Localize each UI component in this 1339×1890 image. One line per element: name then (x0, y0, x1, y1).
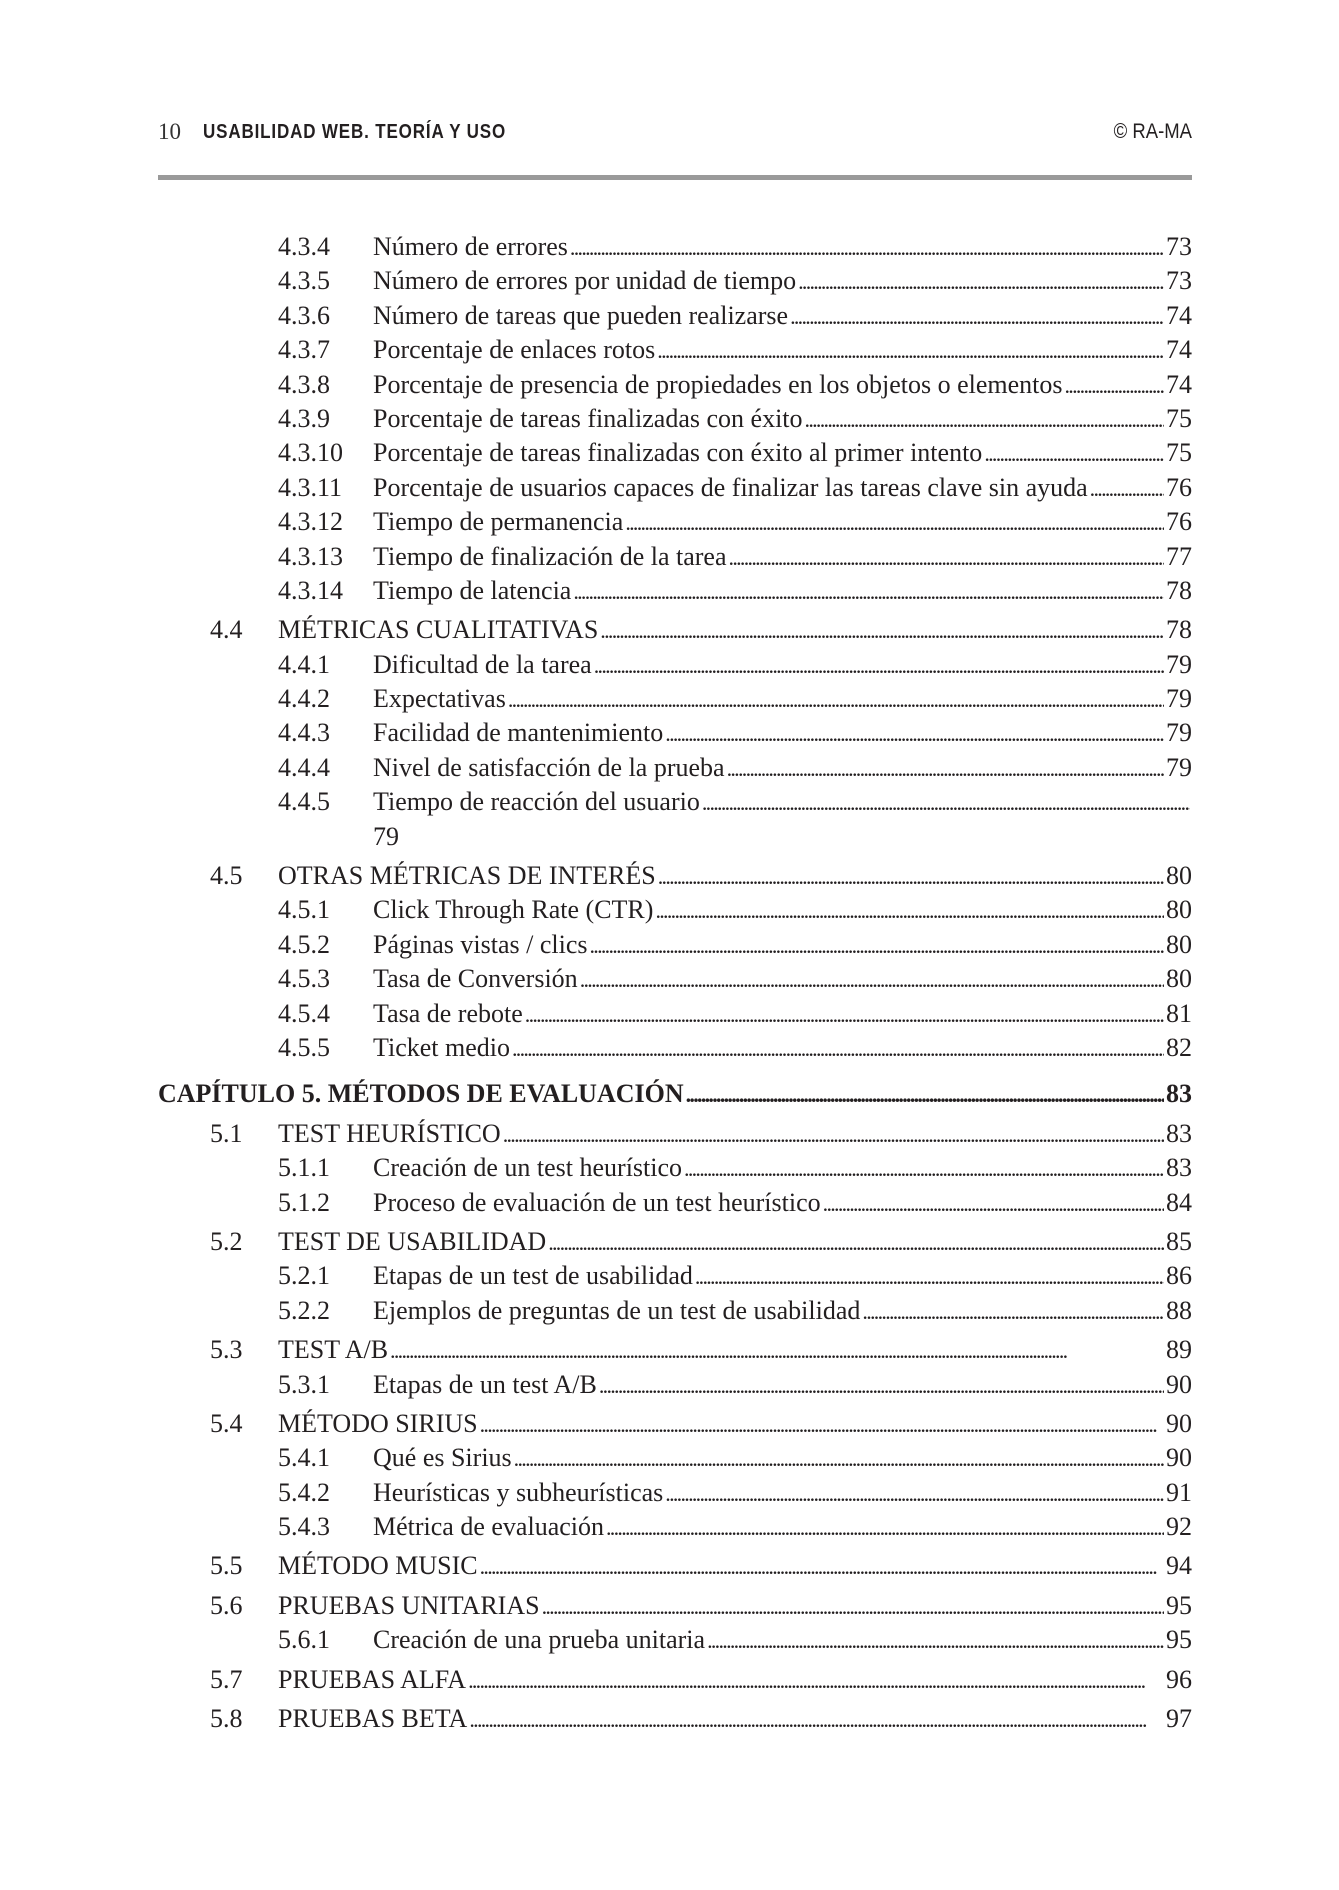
toc-entry-page: 73 (1166, 266, 1192, 296)
toc-entry (0, 1225, 1339, 1259)
toc-entry-title: Número de errores por unidad de tiempo (373, 266, 797, 296)
dot-leader (542, 1589, 1164, 1624)
dot-leader (798, 264, 1164, 299)
toc-entry-title: PRUEBAS BETA (278, 1704, 468, 1734)
toc-entry-title: PRUEBAS ALFA (278, 1664, 467, 1694)
toc-entry (0, 1031, 1339, 1065)
toc-entry-number: 4.4.3 (278, 718, 330, 748)
toc-entry-page: 80 (1166, 929, 1192, 959)
toc-entry-page: 80 (1166, 895, 1192, 925)
toc-entry (0, 230, 1339, 264)
toc-entry-page: 77 (1166, 541, 1192, 571)
toc-entry-number: 4.3.5 (278, 266, 330, 296)
toc-entry-page: 82 (1166, 1032, 1192, 1062)
dot-leader (469, 1702, 1164, 1737)
toc-entry (0, 1549, 1339, 1583)
toc-entry (0, 648, 1339, 682)
toc-entry-page: 90 (1166, 1443, 1192, 1473)
toc-entry-number: 5.5 (210, 1551, 243, 1581)
toc-entry-number: 5.2.2 (278, 1295, 330, 1325)
dot-leader (657, 333, 1164, 368)
toc-entry-title: TEST DE USABILIDAD (278, 1226, 547, 1256)
toc-entry-number: 5.1.1 (278, 1153, 330, 1183)
toc-entry-title: Creación de una prueba unitaria (373, 1625, 706, 1655)
toc-entry-number: 5.6 (210, 1590, 243, 1620)
dot-leader (684, 1151, 1164, 1186)
dot-leader (984, 436, 1164, 471)
toc-entry-page: 74 (1166, 300, 1192, 330)
toc-entry-page: 97 (1166, 1704, 1192, 1734)
toc-entry-page: 85 (1166, 1226, 1192, 1256)
toc-entry-number: 4.3.8 (278, 369, 330, 399)
toc-entry (0, 368, 1339, 402)
toc-entry (0, 1589, 1339, 1623)
dot-leader (702, 785, 1190, 820)
dot-leader (573, 574, 1164, 609)
toc-entry-title: Número de tareas que pueden realizarse (373, 300, 789, 330)
toc-entry (0, 928, 1339, 962)
toc-entry-title: Tiempo de finalización de la tarea (373, 541, 727, 571)
toc-entry-title: Etapas de un test A/B (373, 1369, 597, 1399)
toc-entry-number: 4.5.3 (278, 964, 330, 994)
header-rule (158, 175, 1192, 180)
toc-entry-page: 80 (1166, 964, 1192, 994)
toc-entry-page: 74 (1166, 335, 1192, 365)
toc-entry-title: TEST HEURÍSTICO (278, 1118, 501, 1148)
toc-entry-page: 79 (373, 821, 399, 851)
toc-entry (0, 1186, 1339, 1220)
toc-entry-title: PRUEBAS UNITARIAS (278, 1590, 540, 1620)
toc-entry-number: 5.1.2 (278, 1187, 330, 1217)
toc-entry (0, 1077, 1339, 1111)
toc-entry-number: 5.3.1 (278, 1369, 330, 1399)
dot-leader (707, 1623, 1164, 1658)
toc-entry (0, 1151, 1339, 1185)
toc-entry-page: 73 (1166, 232, 1192, 261)
toc-entry-title: Porcentaje de usuarios capaces de finalizar las tareas clave sin ayuda (373, 472, 1088, 502)
toc-entry (0, 1407, 1339, 1441)
toc-entry-title: Etapas de un test de usabilidad (373, 1261, 693, 1291)
toc-entry-title: Tiempo de reacción del usuario (373, 787, 700, 817)
toc-entry-title: CAPÍTULO 5. MÉTODOS DE EVALUACIÓN (158, 1079, 684, 1109)
toc-entry-title: Heurísticas y subheurísticas (373, 1477, 664, 1507)
toc-entry-title: Ejemplos de preguntas de un test de usabilidad (373, 1295, 861, 1325)
toc-entry (0, 1117, 1339, 1151)
dot-leader (1064, 368, 1164, 403)
toc-entry-title: Click Through Rate (CTR) (373, 895, 654, 925)
toc-entry (0, 471, 1339, 505)
toc-entry-page: 79 (1166, 684, 1192, 714)
dot-leader (480, 1549, 1164, 1584)
toc-entry-title: TEST A/B (278, 1335, 389, 1365)
toc-entry (0, 1368, 1339, 1402)
dot-leader (390, 1333, 1164, 1368)
toc-entry-page: 84 (1166, 1187, 1192, 1217)
toc-entry-wrapped-page-line (0, 820, 1339, 854)
dot-leader (729, 540, 1164, 575)
toc-entry (0, 962, 1339, 996)
book-title: USABILIDAD WEB. TEORÍA Y USO (203, 120, 507, 143)
toc-entry-page: 79 (1166, 718, 1192, 748)
toc-entry-number: 5.7 (210, 1664, 243, 1694)
toc-entry-title: Creación de un test heurístico (373, 1153, 683, 1183)
toc-entry-number: 4.4 (210, 615, 243, 645)
toc-entry-page: 86 (1166, 1261, 1192, 1291)
toc-entry (0, 333, 1339, 367)
toc-entry-title: Ticket medio (373, 1032, 510, 1062)
toc-entry-title: Qué es Sirius (373, 1443, 512, 1473)
dot-leader (727, 751, 1164, 786)
page-number: 10 (158, 119, 181, 144)
toc-entry-title: Porcentaje de tareas finalizadas con éxito (373, 403, 803, 433)
toc-entry (0, 997, 1339, 1031)
toc-entry (0, 716, 1339, 750)
toc-entry-title: Porcentaje de presencia de propiedades en los objetos o elementos (373, 369, 1063, 399)
dot-leader (589, 928, 1164, 963)
toc-entry-title: Tasa de Conversión (373, 964, 578, 994)
toc-entry-page: 78 (1166, 575, 1192, 605)
dot-leader (655, 893, 1164, 928)
dot-leader (503, 1117, 1164, 1152)
toc-entry-page: 90 (1166, 1369, 1192, 1399)
toc-entry-title: Tiempo de latencia (373, 575, 572, 605)
toc-entry (0, 1702, 1339, 1736)
toc-entry (0, 264, 1339, 298)
dot-leader (600, 613, 1164, 648)
dot-leader (805, 402, 1164, 437)
table-of-contents (0, 230, 1339, 1736)
dot-leader (594, 648, 1164, 683)
toc-entry-number: 5.2.1 (278, 1261, 330, 1291)
toc-entry-page: 92 (1166, 1512, 1192, 1542)
toc-entry-title: MÉTODO MUSIC (278, 1551, 478, 1581)
toc-entry (0, 505, 1339, 539)
toc-entry-page: 95 (1166, 1625, 1192, 1655)
toc-entry-page: 83 (1166, 1118, 1192, 1148)
toc-entry-title: MÉTODO SIRIUS (278, 1408, 478, 1438)
toc-entry-number: 4.3.6 (278, 300, 330, 330)
dot-leader (862, 1294, 1164, 1329)
toc-entry (0, 893, 1339, 927)
toc-entry-number: 4.5.1 (278, 895, 330, 925)
toc-entry-page: 81 (1166, 998, 1192, 1028)
toc-entry-title: Porcentaje de tareas finalizadas con éxito al primer intento (373, 438, 983, 468)
publisher-mark: © RA-MA (1113, 120, 1192, 143)
toc-entry-title: MÉTRICAS CUALITATIVAS (278, 615, 599, 645)
toc-entry-number: 5.2 (210, 1226, 243, 1256)
toc-entry (0, 785, 1339, 819)
toc-entry-page: 75 (1166, 403, 1192, 433)
toc-entry-title: Tiempo de permanencia (373, 507, 624, 537)
toc-entry (0, 1441, 1339, 1475)
dot-leader (480, 1407, 1164, 1442)
toc-entry (0, 1333, 1339, 1367)
toc-entry (0, 299, 1339, 333)
toc-entry-number: 5.8 (210, 1704, 243, 1734)
toc-entry-page: 89 (1166, 1335, 1192, 1365)
toc-entry-number: 4.3.4 (278, 232, 330, 261)
toc-entry-title: Métrica de evaluación (373, 1512, 604, 1542)
toc-entry (0, 1623, 1339, 1657)
toc-entry-number: 5.3 (210, 1335, 243, 1365)
toc-entry-title: Páginas vistas / clics (373, 929, 588, 959)
toc-entry-number: 4.4.5 (278, 787, 330, 817)
toc-entry (0, 1259, 1339, 1293)
toc-entry-page: 75 (1166, 438, 1192, 468)
toc-entry-number: 5.4.1 (278, 1443, 330, 1473)
dot-leader (514, 1441, 1164, 1476)
toc-entry (0, 1510, 1339, 1544)
dot-leader (606, 1510, 1164, 1545)
dot-leader (570, 230, 1164, 265)
toc-entry-page: 76 (1166, 472, 1192, 502)
toc-entry (0, 1663, 1339, 1697)
toc-entry-page: 88 (1166, 1295, 1192, 1325)
toc-entry (0, 613, 1339, 647)
toc-entry (0, 436, 1339, 470)
toc-entry-page: 90 (1166, 1408, 1192, 1438)
dot-leader (580, 962, 1164, 997)
toc-entry (0, 1476, 1339, 1510)
toc-entry-number: 4.5.4 (278, 998, 330, 1028)
toc-entry-title: Expectativas (373, 684, 506, 714)
toc-entry-number: 4.5.2 (278, 929, 330, 959)
toc-entry-number: 4.3.14 (278, 575, 343, 605)
toc-entry-number: 4.4.2 (278, 684, 330, 714)
toc-entry-number: 5.4.3 (278, 1512, 330, 1542)
dot-leader (665, 716, 1164, 751)
toc-entry-number: 4.3.13 (278, 541, 343, 571)
toc-entry-number: 4.3.12 (278, 507, 343, 537)
dot-leader (599, 1368, 1164, 1403)
toc-entry-page: 78 (1166, 615, 1192, 645)
dot-leader (790, 299, 1164, 334)
toc-entry-title: Proceso de evaluación de un test heurístico (373, 1187, 821, 1217)
toc-entry-number: 4.4.4 (278, 752, 330, 782)
toc-entry-page: 74 (1166, 369, 1192, 399)
toc-entry-page: 80 (1166, 861, 1192, 891)
toc-entry-page: 83 (1166, 1079, 1192, 1109)
toc-entry-page: 79 (1166, 752, 1192, 782)
toc-entry-number: 5.6.1 (278, 1625, 330, 1655)
dot-leader (512, 1031, 1164, 1066)
dot-leader (548, 1225, 1164, 1260)
toc-entry-page: 79 (1166, 649, 1192, 679)
toc-entry-title: Número de errores (373, 232, 568, 261)
dot-leader (625, 505, 1164, 540)
dot-leader (468, 1663, 1164, 1698)
toc-entry-title: Facilidad de mantenimiento (373, 718, 664, 748)
dot-leader (1090, 471, 1164, 506)
toc-entry-page: 95 (1166, 1590, 1192, 1620)
toc-entry-page: 91 (1166, 1477, 1192, 1507)
toc-entry-number: 4.3.11 (278, 472, 343, 502)
toc-entry-number: 4.5.5 (278, 1032, 330, 1062)
toc-entry-title: Nivel de satisfacción de la prueba (373, 752, 725, 782)
running-header (158, 112, 1192, 152)
toc-entry-number: 4.3.10 (278, 438, 343, 468)
toc-entry-number: 4.3.7 (278, 335, 330, 365)
toc-entry-title: OTRAS MÉTRICAS DE INTERÉS (278, 861, 656, 891)
dot-leader (665, 1476, 1164, 1511)
toc-entry-number: 5.1 (210, 1118, 243, 1148)
dot-leader (823, 1186, 1164, 1221)
toc-entry (0, 540, 1339, 574)
toc-entry-page: 96 (1166, 1664, 1192, 1694)
toc-entry-number: 4.4.1 (278, 649, 330, 679)
toc-entry-title: Tasa de rebote (373, 998, 523, 1028)
toc-entry-number: 4.5 (210, 861, 243, 891)
toc-entry-page: 94 (1166, 1551, 1192, 1581)
dot-leader (686, 1077, 1164, 1112)
dot-leader (525, 997, 1164, 1032)
toc-entry (0, 402, 1339, 436)
toc-entry-number: 4.3.9 (278, 403, 330, 433)
dot-leader (658, 859, 1164, 894)
toc-entry-title: Porcentaje de enlaces rotos (373, 335, 656, 365)
toc-entry-number: 5.4.2 (278, 1477, 330, 1507)
toc-entry (0, 1294, 1339, 1328)
toc-entry-page: 76 (1166, 507, 1192, 537)
dot-leader (695, 1259, 1164, 1294)
toc-entry (0, 751, 1339, 785)
toc-entry (0, 859, 1339, 893)
toc-entry (0, 682, 1339, 716)
toc-entry-title: Dificultad de la tarea (373, 649, 592, 679)
toc-entry-number: 5.4 (210, 1408, 243, 1438)
toc-entry (0, 574, 1339, 608)
toc-entry-page: 83 (1166, 1153, 1192, 1183)
dot-leader (508, 682, 1164, 717)
